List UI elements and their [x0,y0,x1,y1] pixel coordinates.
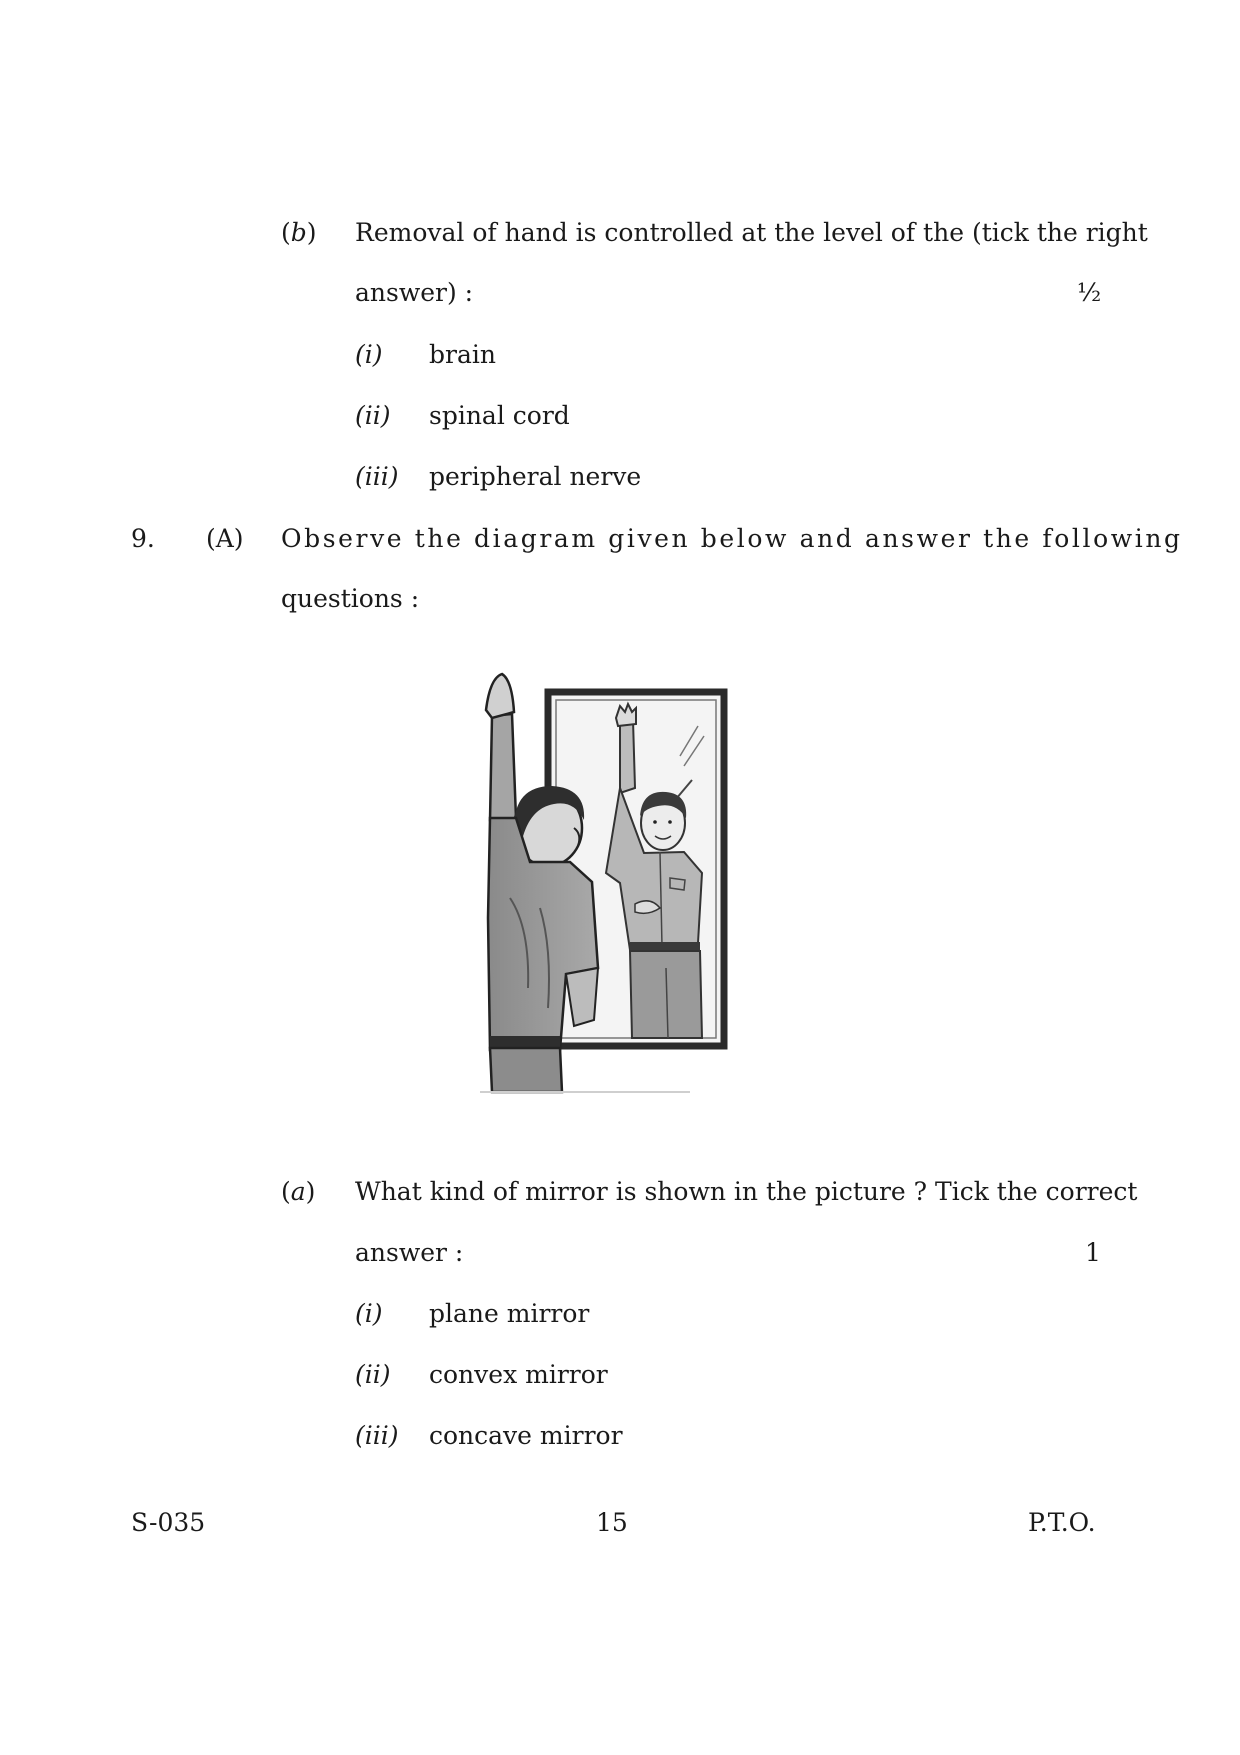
part-b-option-3-num: (iii) [355,462,399,491]
part-a-marks: 1 [1085,1238,1101,1267]
footer-pto: P.T.O. [1028,1508,1096,1537]
part-b-option-3-text: peripheral nerve [429,462,642,491]
part-b-marks: ½ [1077,278,1102,307]
part-a-label: (a) [281,1177,316,1206]
footer-code: S-035 [131,1508,206,1537]
footer-page-number: 15 [596,1508,628,1537]
part-b-option-2-text: spinal cord [429,401,570,430]
part-b-question-line2: answer) : [355,278,474,307]
part-b-letter: b [290,218,307,247]
part-a-option-3-text: concave mirror [429,1421,623,1450]
part-a-option-2-num: (ii) [355,1360,391,1389]
question-9-label: (A) [206,524,244,553]
part-b-option-2-num: (ii) [355,401,391,430]
part-a-option-3-num: (iii) [355,1421,399,1450]
part-b-option-1-num: (i) [355,340,383,369]
part-a-question-line1: What kind of mirror is shown in the picture ? Tick the correct [355,1177,1138,1206]
part-b-question-line1: Removal of hand is controlled at the level of the (tick the right [355,218,1148,247]
part-a-option-1-text: plane mirror [429,1299,590,1328]
part-a-option-1-num: (i) [355,1299,383,1328]
question-9-number: 9. [131,524,155,553]
question-9-line1: Observe the diagram given below and answer the following [281,524,1183,553]
part-b-option-1-text: brain [429,340,496,369]
part-b-label: (b) [281,218,317,247]
part-a-option-2-text: convex mirror [429,1360,608,1389]
boy-and-mirror-illustration [470,668,770,1108]
part-a-question-line2: answer : [355,1238,464,1267]
question-9-line2: questions : [281,584,420,613]
part-a-letter: a [290,1177,306,1206]
